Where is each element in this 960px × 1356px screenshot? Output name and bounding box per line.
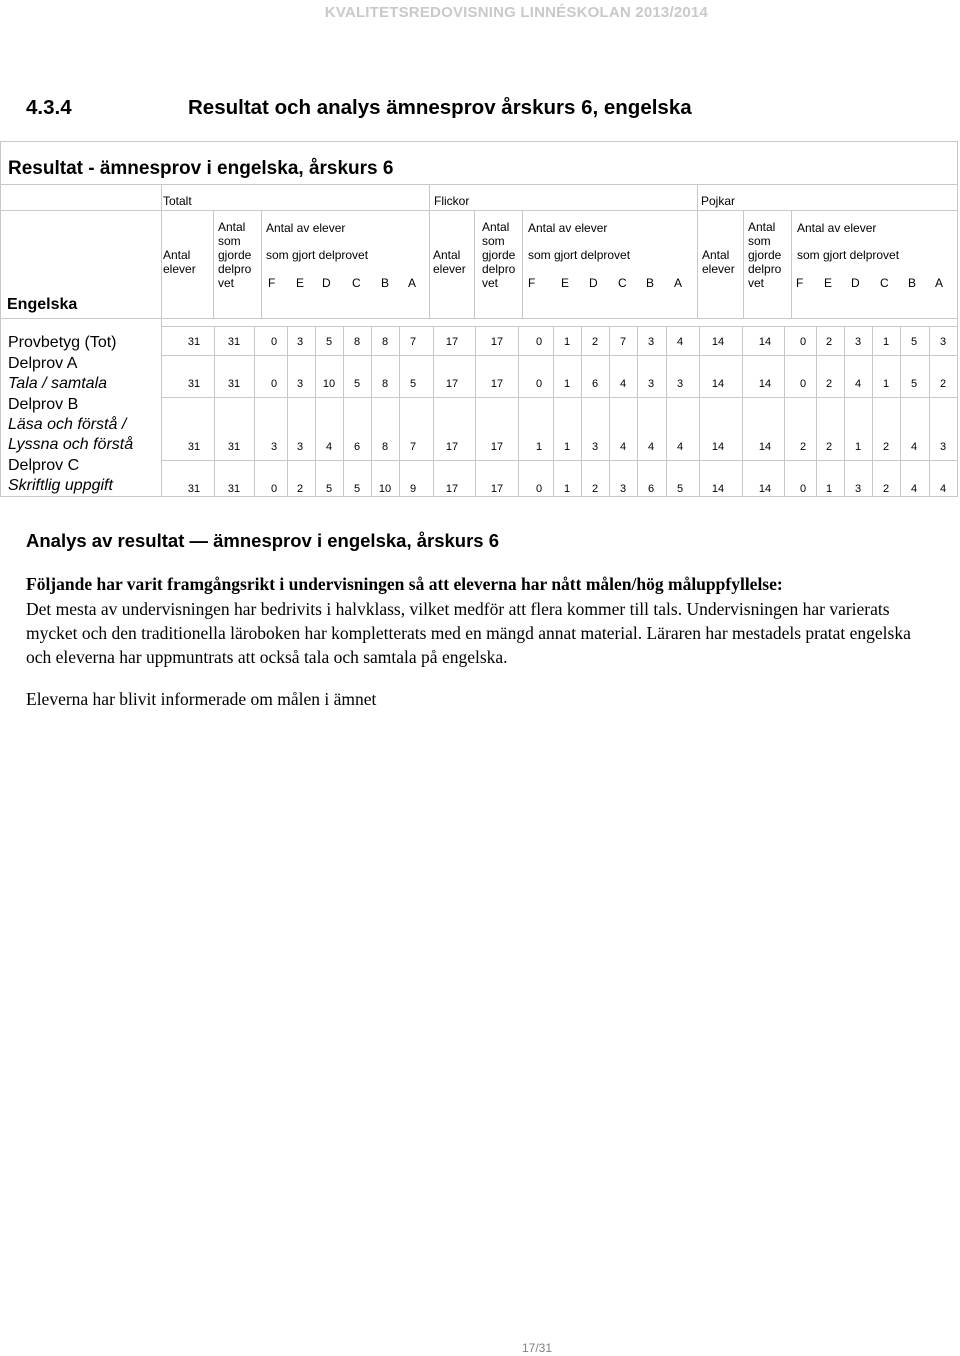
row-label-sub: Tala / samtala (8, 375, 108, 392)
grid-line (161, 355, 958, 356)
table-cell-value: 2 (591, 483, 599, 495)
table-cell-value: 31 (227, 441, 241, 453)
table-cell-value: 3 (854, 336, 862, 348)
grade-b: B (381, 276, 390, 290)
table-cell-value: 8 (381, 336, 389, 348)
table-cell-value: 5 (910, 378, 918, 390)
table-cell-value: 1 (563, 441, 571, 453)
table-cell-value: 1 (854, 441, 862, 453)
table-cell-value: 3 (270, 441, 278, 453)
header-antal-gjorde: vet (748, 276, 765, 290)
header-antal-gjorde: som (218, 234, 241, 248)
table-cell-value: 31 (227, 378, 241, 390)
grid-line (581, 326, 582, 496)
grid-line (522, 210, 523, 318)
table-cell-value: 0 (799, 483, 807, 495)
header-antal-gjorde: gjorde (482, 248, 516, 262)
grid-line (697, 184, 698, 318)
table-cell-value: 5 (409, 378, 417, 390)
grade-c: C (618, 276, 627, 290)
table-cell-value: 6 (591, 378, 599, 390)
header-antal-elever: elever (702, 262, 735, 276)
grid-line (261, 210, 262, 318)
section-number: 4.3.4 (26, 96, 72, 119)
table-cell-value: 4 (619, 441, 627, 453)
grid-line (742, 326, 743, 496)
grid-line (343, 326, 344, 496)
table-cell-value: 3 (647, 378, 655, 390)
header-antal-av-elever: Antal av elever (797, 221, 877, 235)
grid-line (371, 326, 372, 496)
table-cell-value: 5 (910, 336, 918, 348)
header-antal-gjorde: gjorde (748, 248, 782, 262)
grade-d: D (589, 276, 598, 290)
grid-line (475, 326, 476, 496)
table-cell-value: 17 (490, 336, 504, 348)
table-cell-value: 4 (910, 441, 918, 453)
table-cell-value: 6 (353, 441, 361, 453)
table-cell-value: 4 (910, 483, 918, 495)
row-label-sub: Läsa och förstå / (8, 416, 127, 433)
table-cell-value: 0 (535, 483, 543, 495)
table-cell-value: 17 (445, 336, 459, 348)
grade-f: F (528, 276, 536, 290)
row-label (8, 354, 107, 394)
grade-b: B (646, 276, 655, 290)
grid-line (0, 210, 958, 211)
analysis-title: Analys av resultat — ämnesprov i engelska, årskurs 6 (26, 530, 500, 551)
header-som-gjort-delprovet: som gjort delprovet (266, 248, 369, 262)
group-header-totalt: Totalt (163, 194, 192, 208)
table-cell-value: 31 (187, 483, 201, 495)
table-cell-value: 2 (825, 441, 833, 453)
table-cell-value: 1 (563, 483, 571, 495)
section-title: Resultat och analys ämnesprov årskurs 6, engelska (188, 96, 692, 119)
table-cell-value: 31 (227, 483, 241, 495)
table-cell-value: 8 (381, 441, 389, 453)
table-cell-value: 2 (825, 336, 833, 348)
table-cell-value: 4 (939, 483, 947, 495)
table-cell-value: 7 (409, 441, 417, 453)
grid-line (214, 326, 215, 496)
grade-d: D (851, 276, 860, 290)
analysis-body: Det mesta av undervisningen har bedrivits i halvklass, vilket medför att flera kommer till tals. Undervisningen har varierats mycket och den traditionella läroboken har kompletterats med en mängd annat material. Läraren har mestadels pratat engelska och eleverna har uppmuntrats att också tala och samtala på engelska. (26, 599, 911, 667)
table-cell-value: 14 (711, 336, 725, 348)
table-cell-value: 4 (854, 378, 862, 390)
table-cell-value: 17 (445, 441, 459, 453)
header-antal-gjorde: delpro (748, 262, 782, 276)
table-cell-value: 4 (676, 336, 684, 348)
grid-line (900, 326, 901, 496)
grid-line (844, 326, 845, 496)
grid-line (553, 326, 554, 496)
header-antal-gjorde: som (482, 234, 505, 248)
table-cell-value: 8 (381, 378, 389, 390)
table-cell-value: 2 (799, 441, 807, 453)
header-som-gjort-delprovet: som gjort delprovet (797, 248, 900, 262)
header-antal-elever: Antal (163, 248, 191, 262)
table-cell-value: 5 (676, 483, 684, 495)
table-cell-value: 3 (591, 441, 599, 453)
grid-line (161, 184, 162, 496)
group-header-pojkar: Pojkar (701, 194, 736, 208)
table-cell-value: 17 (490, 441, 504, 453)
row-label-main: Delprov C (8, 457, 80, 474)
grade-f: F (796, 276, 804, 290)
table-cell-value: 1 (563, 378, 571, 390)
grade-a: A (674, 276, 683, 290)
row-label-main: Delprov B (8, 396, 79, 413)
table-cell-value: 2 (591, 336, 599, 348)
grid-line (429, 184, 430, 318)
grid-line (0, 184, 958, 185)
table-cell-value: 0 (535, 378, 543, 390)
table-cell-value: 7 (619, 336, 627, 348)
table-cell-value: 1 (535, 441, 543, 453)
grid-line (743, 210, 744, 318)
grid-line (929, 326, 930, 496)
table-cell-value: 14 (758, 378, 772, 390)
table-cell-value: 14 (711, 441, 725, 453)
table-cell-value: 0 (270, 378, 278, 390)
table-cell-value: 3 (939, 441, 947, 453)
table-cell-value: 5 (325, 336, 333, 348)
grade-a: A (408, 276, 417, 290)
table-cell-value: 9 (409, 483, 417, 495)
table-title: Resultat - ämnesprov i engelska, årskurs 6 (8, 158, 394, 179)
grade-a: A (935, 276, 944, 290)
table-cell-value: 5 (353, 378, 361, 390)
table-cell-value: 2 (296, 483, 304, 495)
table-cell-value: 0 (799, 336, 807, 348)
grid-line (518, 326, 519, 496)
grid-line (609, 326, 610, 496)
table-cell-value: 10 (378, 483, 392, 495)
table-cell-value: 0 (270, 483, 278, 495)
grid-line (433, 326, 434, 496)
header-antal-av-elever: Antal av elever (266, 221, 346, 235)
group-header-flickor: Flickor (434, 194, 470, 208)
subject-label: Engelska (7, 296, 78, 313)
section-heading (26, 96, 692, 120)
header-som-gjort-delprovet: som gjort delprovet (528, 248, 631, 262)
grade-e: E (296, 276, 305, 290)
grid-line (816, 326, 817, 496)
table-cell-value: 1 (825, 483, 833, 495)
grid-line (161, 460, 958, 461)
grid-line (957, 326, 958, 496)
table-cell-value: 31 (187, 441, 201, 453)
table-cell-value: 17 (445, 483, 459, 495)
table-cell-value: 3 (647, 336, 655, 348)
row-label (8, 456, 113, 496)
table-cell-value: 3 (939, 336, 947, 348)
grid-line (161, 496, 958, 497)
table-cell-value: 2 (882, 441, 890, 453)
grade-f: F (268, 276, 276, 290)
grid-line (784, 326, 785, 496)
table-cell-value: 6 (647, 483, 655, 495)
row-label-main: Delprov A (8, 355, 78, 372)
grid-line (254, 326, 255, 496)
header-antal-gjorde: delpro (482, 262, 516, 276)
table-cell-value: 14 (711, 483, 725, 495)
header-antal-gjorde: Antal (218, 220, 246, 234)
row-label-sub: Lyssna och förstå (8, 436, 134, 453)
grid-line (161, 326, 958, 327)
table-cell-value: 1 (882, 378, 890, 390)
running-header: KVALITETSREDOVISNING LINNÉSKOLAN 2013/2014 (324, 4, 708, 21)
header-antal-elever: elever (163, 262, 196, 276)
row-label-sub: Skriftlig uppgift (8, 477, 113, 494)
table-cell-value: 31 (227, 336, 241, 348)
analysis-lead: Följande har varit framgångsrikt i undervisningen så att eleverna har nått målen/hög måluppfyllelse: (26, 574, 783, 594)
grid-line (287, 326, 288, 496)
table-cell-value: 0 (270, 336, 278, 348)
header-antal-gjorde: vet (482, 276, 499, 290)
row-label (8, 395, 133, 455)
header-antal-gjorde: som (748, 234, 771, 248)
grade-e: E (824, 276, 833, 290)
table-cell-value: 17 (490, 483, 504, 495)
row-label (8, 333, 116, 353)
table-cell-value: 3 (676, 378, 684, 390)
table-cell-value: 2 (882, 483, 890, 495)
table-cell-value: 1 (563, 336, 571, 348)
table-cell-value: 3 (296, 336, 304, 348)
header-antal-gjorde: gjorde (218, 248, 252, 262)
grid-line (791, 210, 792, 318)
header-antal-elever: Antal (702, 248, 730, 262)
table-cell-value: 4 (676, 441, 684, 453)
header-antal-elever: elever (433, 262, 466, 276)
grid-line (637, 326, 638, 496)
table-cell-value: 4 (325, 441, 333, 453)
grade-c: C (880, 276, 889, 290)
table-cell-value: 5 (325, 483, 333, 495)
grid-line (872, 326, 873, 496)
header-antal-gjorde: vet (218, 276, 235, 290)
table-cell-value: 1 (882, 336, 890, 348)
table-cell-value: 5 (353, 483, 361, 495)
table-cell-value: 2 (939, 378, 947, 390)
page-number: 17/31 (522, 1341, 553, 1355)
table-cell-value: 17 (445, 378, 459, 390)
row-label-main: Provbetyg (Tot) (8, 334, 117, 351)
grid-line (0, 318, 958, 319)
grid-line (161, 397, 958, 398)
table-cell-value: 3 (619, 483, 627, 495)
table-cell-value: 14 (758, 441, 772, 453)
table-cell-value: 0 (799, 378, 807, 390)
grid-line (315, 326, 316, 496)
grid-line (399, 326, 400, 496)
table-cell-value: 14 (711, 378, 725, 390)
grade-b: B (908, 276, 917, 290)
table-cell-value: 17 (490, 378, 504, 390)
header-antal-gjorde: Antal (748, 220, 776, 234)
header-antal-gjorde: delpro (218, 262, 252, 276)
header-antal-av-elever: Antal av elever (528, 221, 608, 235)
grid-line (474, 210, 475, 318)
table-cell-value: 14 (758, 336, 772, 348)
grade-d: D (322, 276, 331, 290)
header-antal-gjorde: Antal (482, 220, 510, 234)
table-cell-value: 4 (619, 378, 627, 390)
table-cell-value: 0 (535, 336, 543, 348)
table-cell-value: 2 (825, 378, 833, 390)
table-cell-value: 7 (409, 336, 417, 348)
grid-line (213, 210, 214, 318)
header-antal-elever: Antal (433, 248, 461, 262)
grid-line (666, 326, 667, 496)
table-cell-value: 8 (353, 336, 361, 348)
table-cell-value: 31 (187, 378, 201, 390)
table-cell-value: 31 (187, 336, 201, 348)
grade-e: E (561, 276, 570, 290)
table-cell-value: 3 (296, 378, 304, 390)
analysis-note: Eleverna har blivit informerade om målen i ämnet (26, 689, 377, 709)
table-cell-value: 4 (647, 441, 655, 453)
table-cell-value: 3 (854, 483, 862, 495)
grade-c: C (352, 276, 361, 290)
grid-line (699, 326, 700, 496)
table-cell-value: 14 (758, 483, 772, 495)
table-cell-value: 3 (296, 441, 304, 453)
table-cell-value: 10 (322, 378, 336, 390)
